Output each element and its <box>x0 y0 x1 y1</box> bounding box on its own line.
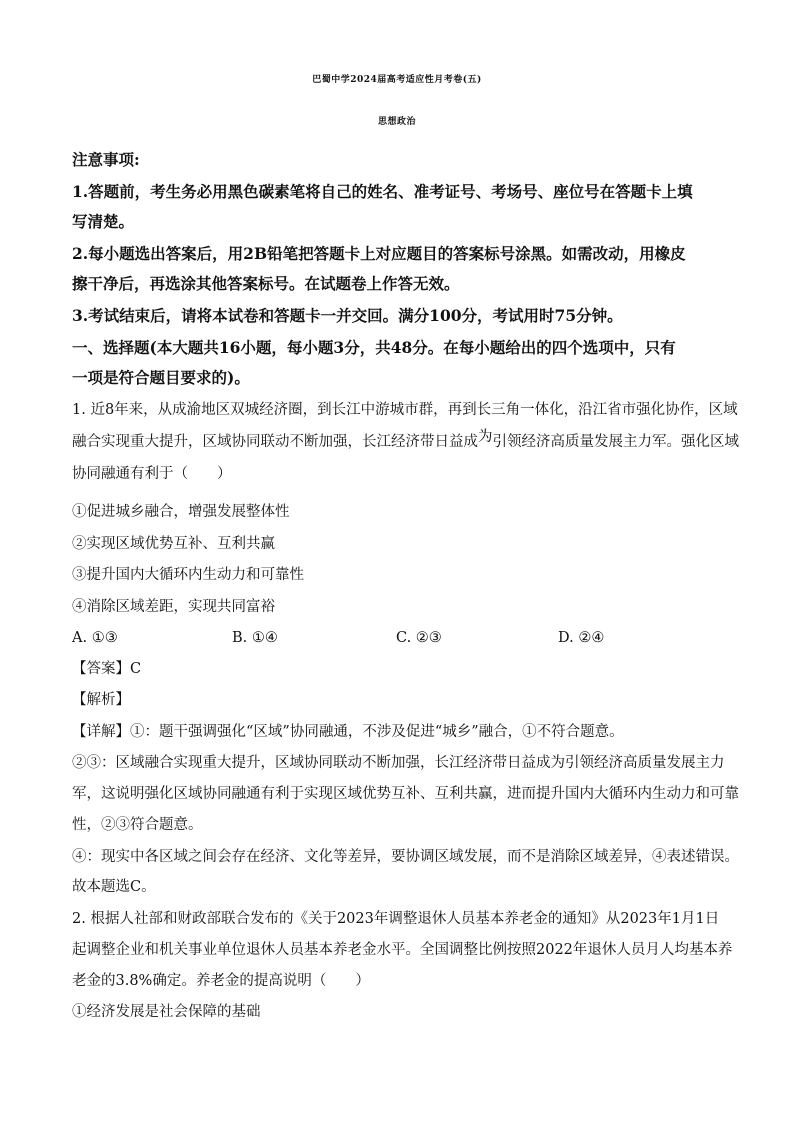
notice-item-1-line-2: 写清楚。 <box>72 212 135 231</box>
q1-item-2: ②实现区域优势互补、互利共赢 <box>72 536 275 552</box>
q1-option-b: B. ①④ <box>232 630 278 646</box>
q1-option-d: D. ②④ <box>558 630 605 646</box>
q1-stem-line-2-superscript: 为 <box>478 429 493 445</box>
section-heading-line-2: 一项是符合题目要求的)。 <box>72 368 250 387</box>
q1-detail-line-1: 【详解】①：题干强调强化“区域”协同融通，不涉及促进“城乡”融合，①不符合题意。 <box>72 724 624 740</box>
q2-stem-line-3: 老金的3.8%确定。养老金的提高说明（ ） <box>72 973 370 989</box>
q1-item-4: ④消除区域差距，实现共同富裕 <box>72 599 275 615</box>
q2-stem-line-2: 起调整企业和机关事业单位退休人员基本养老金水平。全国调整比例按照2022年退休人员月人均基本养 <box>72 942 733 958</box>
q1-stem-line-2-part-2: 引领经济高质量发展主力军。强化区域 <box>492 434 739 450</box>
q1-item-1: ①促进城乡融合，增强发展整体性 <box>72 504 290 520</box>
q1-detail-line-3: 军，这说明强化区域协同融通有利于实现区域优势互补、互利共赢，进而提升国内大循环内生动力和可靠 <box>72 786 739 802</box>
notice-item-2-line-1: 2.每小题选出答案后，用2B铅笔把答题卡上对应题目的答案标号涂黑。如需改动，用橡皮 <box>72 244 686 263</box>
section-heading-line-1: 一、选择题(本大题共16小题，每小题3分，共48分。在每小题给出的四个选项中，只有 <box>72 338 676 357</box>
exam-title: 巴蜀中学2024届高考适应性月考卷(五) <box>312 75 482 85</box>
subject-title: 思想政治 <box>377 117 416 127</box>
notice-item-2-line-2: 擦干净后，再选涂其他答案标号。在试题卷上作答无效。 <box>72 274 460 293</box>
q2-stem-line-1: 2. 根据人社部和财政部联合发布的《关于2023年调整退休人员基本养老金的通知》从2023年1月1日 <box>72 911 720 927</box>
q1-stem-line-2-part-1: 融合实现重大提升，区域协同联动不断加强，长江经济带日益成 <box>72 434 478 450</box>
q1-stem-line-1: 1. 近8年来，从成渝地区双城经济圈，到长江中游城市群，再到长三角一体化，沿江省市强化协作，区域 <box>72 402 738 418</box>
notice-item-3: 3.考试结束后，请将本试卷和答题卡一并交回。满分100分，考试用时75分钟。 <box>72 306 623 325</box>
notice-item-1-line-1: 1.答题前，考生务必用黑色碳素笔将自己的姓名、准考证号、考场号、座位号在答题卡上填 <box>72 182 693 201</box>
q1-stem-line-3: 协同融通有利于（ ） <box>72 466 232 482</box>
notice-heading: 注意事项: <box>72 150 140 169</box>
q1-conclusion: 故本题选C。 <box>72 879 156 895</box>
q1-detail-line-2: ②③：区域融合实现重大提升，区域协同联动不断加强，长江经济带日益成为引领经济高质量发展主力 <box>72 755 725 771</box>
q1-analysis-label: 【解析】 <box>72 692 130 708</box>
q1-answer: 【答案】C <box>72 661 142 677</box>
q1-item-3: ③提升国内大循环内生动力和可靠性 <box>72 567 304 583</box>
q1-detail-line-4: 性，②③符合题意。 <box>72 817 203 833</box>
q1-detail-line-5: ④：现实中各区域之间会存在经济、文化等差异，要协调区域发展，而不是消除区域差异，④表述错误。 <box>72 849 739 865</box>
q1-option-a: A. ①③ <box>72 630 118 646</box>
q1-stem-line-2 <box>72 429 739 452</box>
q2-item-1: ①经济发展是社会保障的基础 <box>72 1004 261 1020</box>
q1-option-c: C. ②③ <box>396 630 442 646</box>
